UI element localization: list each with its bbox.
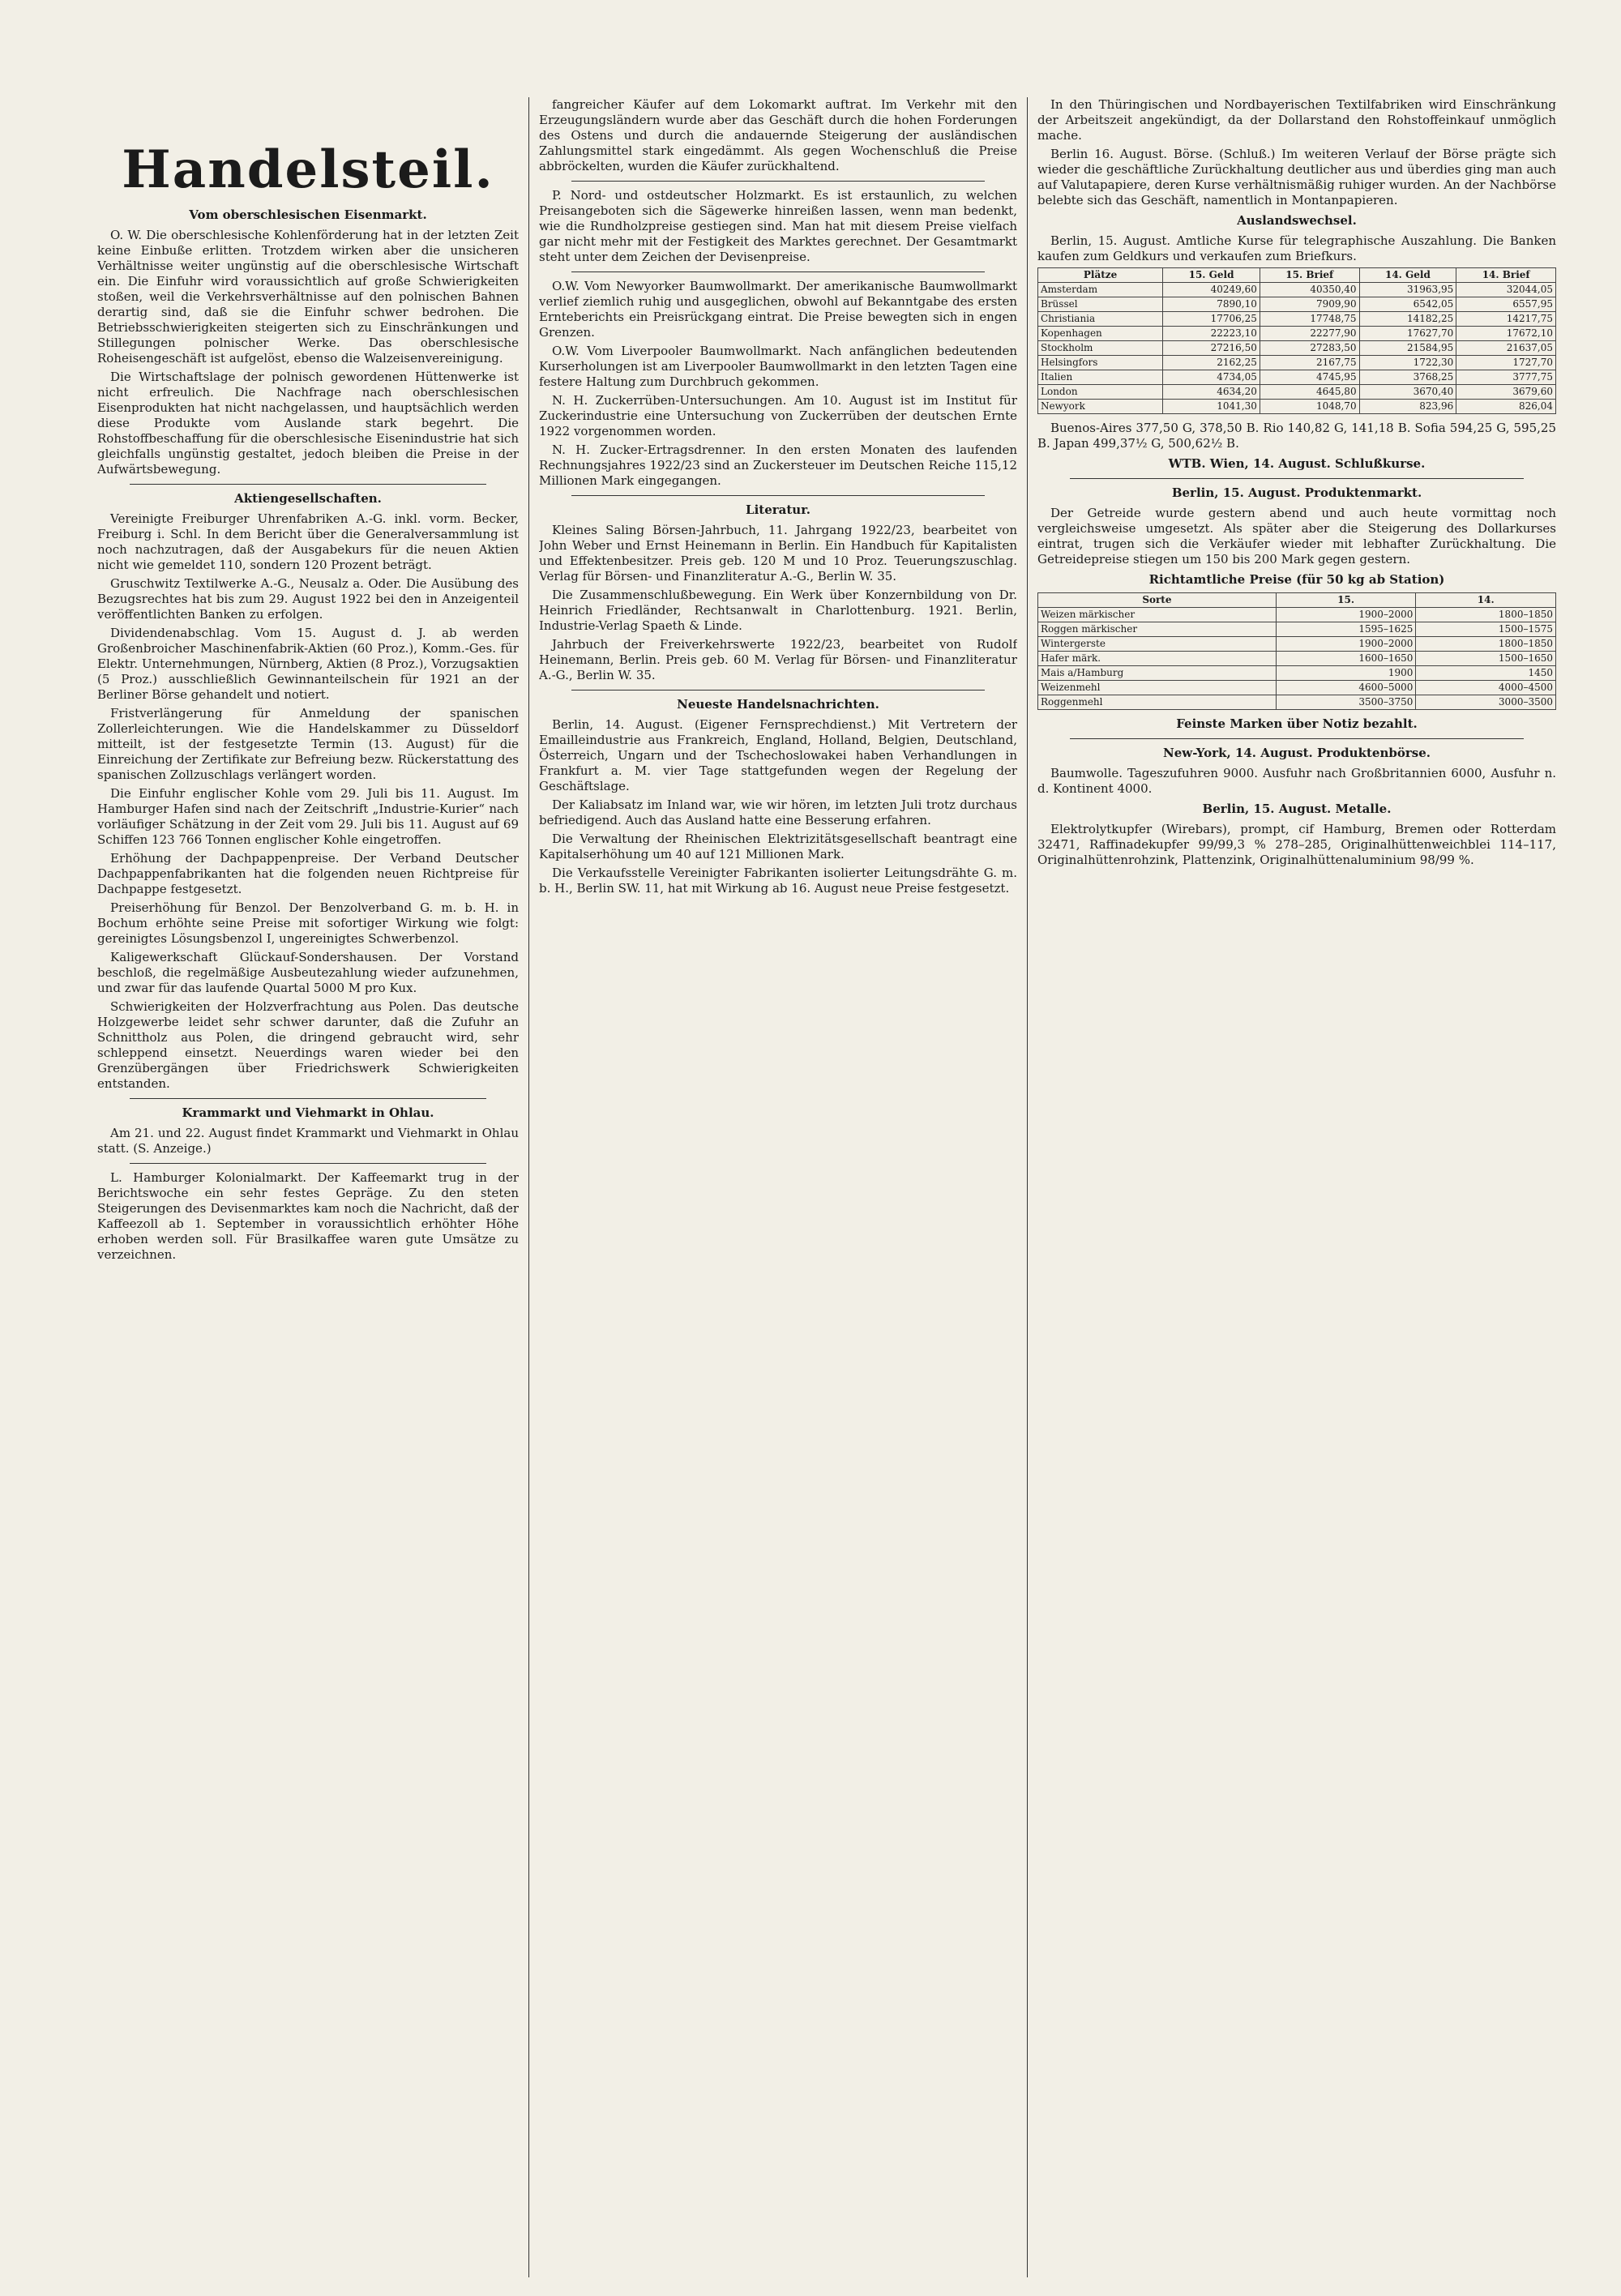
fx-cell: Amsterdam [1038, 283, 1163, 297]
grain-row [1038, 622, 1556, 637]
fx-cell: 1048,70 [1260, 400, 1359, 414]
fx-cell: 4745,95 [1260, 370, 1359, 385]
grain-cell: Roggenmehl [1038, 695, 1277, 710]
fx-cell: 1041,30 [1163, 400, 1260, 414]
separator [130, 1163, 486, 1164]
grain-price-table [1037, 592, 1556, 710]
article-heading: New-York, 14. August. Produktenbörse. [1163, 746, 1431, 760]
paragraph: Die Verwaltung der Rheinischen Elektrizitätsgesellschaft beantragt eine Kapitalserhöhung um 40 auf 121 Millionen Mark. [539, 832, 1017, 862]
paragraph: Berlin, 15. August. Amtliche Kurse für telegraphische Auszahlung. Die Banken kaufen zum Geldkurs und verkaufen zum Briefkurs. [1037, 233, 1556, 263]
grain-cell: 4000–4500 [1416, 681, 1556, 695]
paragraph: Berlin 16. August. Börse. (Schluß.) Im weiteren Verlauf der Börse prägte sich wieder die geschäftliche Zurückhaltung deutlicher aus und überdies ging man auch auf Valutapapiere, deren Kurse verhältnismäßig ruhiger wurden. An der Nachbörse belebte sich das Geschäft, namentlich in Montanpapieren. [1037, 147, 1556, 207]
paragraph: Erhöhung der Dachpappenpreise. Der Verband Deutscher Dachpappenfabrikanten hat die folgenden neuen Richtpreise für Dachpappe festgesetzt. [97, 851, 519, 896]
grain-cell: 1600–1650 [1276, 652, 1416, 666]
fx-cell: Kopenhagen [1038, 327, 1163, 341]
paragraph: O. W. Die oberschlesische Kohlenförderung hat in der letzten Zeit keine Einbuße erlitten. Trotzdem wirken aber die unsicheren Verhältnisse weiter ungünstig auf die oberschlesische Wirtschaft ein. Die Einfuhr wird voraussichtlich auf große Schwierigkeiten stoßen, weil die Verkehrsverhältnisse auf den polnischen Bahnen derartig sind, daß sie die Einfuhr schwer bedrohen. Die Betriebsschwierigkeiten steigerten sich zu Einschränkungen und Stillegungen polnischer Werke. Das oberschlesische Roheisengeschäft ist aufgelöst, ebenso die Walzeisenvereinigung. [97, 228, 519, 366]
paragraph: N. H. Zucker-Ertragsdrenner. In den ersten Monaten des laufenden Rechnungsjahres 1922/23 sind an Zuckersteuer im Deutschen Reiche 115,12 Millionen Mark eingegangen. [539, 443, 1017, 488]
article-heading: Auslandswechsel. [1237, 213, 1357, 228]
fx-cell: Italien [1038, 370, 1163, 385]
fx-cell: 22223,10 [1163, 327, 1260, 341]
fx-cell: 17627,70 [1359, 327, 1456, 341]
paragraph: L. Hamburger Kolonialmarkt. Der Kaffeemarkt trug in der Berichtswoche ein sehr festes Gepräge. Zu den steten Steigerungen des Devisenmarktes kam noch die Nachricht, daß der Kaffeezoll ab 1. September in voraussichtlich erhöhter Höhe erhoben werden soll. Für Brasilkaffee waren gute Umsätze zu verzeichnen. [97, 1170, 519, 1262]
column-rule [528, 97, 529, 2277]
paragraph: Jahrbuch der Freiverkehrswerte 1922/23, bearbeitet von Rudolf Heinemann, Berlin. Preis geb. 60 M. Verlag für Börsen- und Finanzliteratur A.-G., Berlin W. 35. [539, 637, 1017, 682]
paragraph: O.W. Vom Newyorker Baumwollmarkt. Der amerikanische Baumwollmarkt verlief ziemlich ruhig und ausgeglichen, obwohl auf Bekanntgabe des ersten Ernteberichts ein Preisrückgang eintrat. Die Preise bewegten sich in engen Grenzen. [539, 279, 1017, 340]
fx-cell: 6542,05 [1359, 297, 1456, 312]
fx-cell: 22277,90 [1260, 327, 1359, 341]
fx-header-cell: 14. Geld [1359, 268, 1456, 283]
fx-cell: 21584,95 [1359, 341, 1456, 356]
grain-cell: 1800–1850 [1416, 637, 1556, 652]
fx-header-cell: 14. Brief [1456, 268, 1556, 283]
grain-row [1038, 695, 1556, 710]
column-3 [1037, 97, 1556, 871]
fx-cell: 6557,95 [1456, 297, 1556, 312]
fx-row [1038, 312, 1556, 327]
fx-cell: 826,04 [1456, 400, 1556, 414]
paragraph: P. Nord- und ostdeutscher Holzmarkt. Es ist erstaunlich, zu welchen Preisangeboten sich die Sägewerke hinreißen lassen, wenn man bedenkt, wie die Rundholzpreise gestiegen sind. Man hat mit diesem Preise vielfach gar nicht mehr mit der Festigkeit des Marktes gerechnet. Der Gesamtmarkt steht unter dem Zeichen der Devisenpreise. [539, 188, 1017, 264]
paragraph: In den Thüringischen und Nordbayerischen Textilfabriken wird Einschränkung der Arbeitszeit angekündigt, da der Dollarstand den Rohstoffeinkauf unmöglich mache. [1037, 97, 1556, 143]
paragraph: Dividendenabschlag. Vom 15. August d. J. ab werden Großenbroicher Maschinenfabrik-Aktien (60 Proz.), Komm.-Ges. für Elektr. Unternehmungen, Nürnberg, Aktien (8 Proz.), Vorzugsaktien (5 Proz.) ausschließlich Gewinnanteilschein für 1921 an der Berliner Börse gehandelt und notiert. [97, 626, 519, 702]
fx-cell: 1727,70 [1456, 356, 1556, 370]
fx-row [1038, 370, 1556, 385]
column-1 [97, 97, 519, 1266]
paragraph: Berlin, 14. August. (Eigener Fernsprechdienst.) Mit Vertretern der Emailleindustrie aus Frankreich, England, Holland, Belgien, Deutschland, Österreich, Ungarn und der Tschechoslowakei haben Verhandlungen in Frankfurt a. M. vier Tage stattgefunden wegen der Regelung der Geschäftslage. [539, 717, 1017, 793]
grain-cell: 1500–1650 [1416, 652, 1556, 666]
fx-cell: 2167,75 [1260, 356, 1359, 370]
exchange-rate-table [1037, 267, 1556, 414]
paragraph: N. H. Zuckerrüben-Untersuchungen. Am 10. August ist im Institut für Zuckerindustrie eine Untersuchung von Zuckerrüben der deutschen Ernte 1922 vorgenommen worden. [539, 393, 1017, 438]
fx-cell: 14182,25 [1359, 312, 1456, 327]
grain-cell: 1900–2000 [1276, 608, 1416, 622]
separator [1070, 478, 1524, 479]
grain-row [1038, 652, 1556, 666]
fx-cell: 21637,05 [1456, 341, 1556, 356]
fx-row [1038, 356, 1556, 370]
fx-row [1038, 283, 1556, 297]
grain-cell: Mais a/Hamburg [1038, 666, 1277, 681]
grain-row [1038, 608, 1556, 622]
fx-cell: 27283,50 [1260, 341, 1359, 356]
article-heading: Literatur. [746, 502, 810, 517]
fx-cell: 3679,60 [1456, 385, 1556, 400]
separator [1070, 738, 1524, 739]
fx-cell: Christiania [1038, 312, 1163, 327]
paragraph: Die Wirtschaftslage der polnisch gewordenen Hüttenwerke ist nicht erfreulich. Die Nachfrage nach oberschlesischen Eisenprodukten hat nicht nachgelassen, und hauptsächlich werden diese Produkte vom Auslande stark begehrt. Die Rohstoffbeschaffung für die oberschlesische Eisenindustrie hat sich gleichfalls ungünstig gestaltet, jedoch bleiben die Preise in der Aufwärtsbewegung. [97, 370, 519, 477]
fx-cell: 3777,75 [1456, 370, 1556, 385]
grain-cell: Roggen märkischer [1038, 622, 1277, 637]
paragraph: Die Zusammenschlußbewegung. Ein Werk über Konzernbildung von Dr. Heinrich Friedländer, Rechtsanwalt in Charlottenburg. 1921. Berlin, Industrie-Verlag Spaeth & Linde. [539, 588, 1017, 633]
separator [130, 484, 486, 485]
grain-cell: 4600–5000 [1276, 681, 1416, 695]
article-heading: WTB. Wien, 14. August. Schlußkurse. [1168, 456, 1426, 471]
fx-cell: 3768,25 [1359, 370, 1456, 385]
paragraph: Kaligewerkschaft Glückauf-Sondershausen. Der Vorstand beschloß, die regelmäßige Ausbeutezahlung wieder aufzunehmen, und zwar für das laufende Quartal 5000 M pro Kux. [97, 950, 519, 995]
fx-cell: 7909,90 [1260, 297, 1359, 312]
grain-cell: 3500–3750 [1276, 695, 1416, 710]
grain-cell: Hafer märk. [1038, 652, 1277, 666]
fx-cell: 17706,25 [1163, 312, 1260, 327]
column-rule [1027, 97, 1028, 2277]
paragraph: Elektrolytkupfer (Wirebars), prompt, cif Hamburg, Bremen oder Rotterdam 32471, Raffinadekupfer 99/99,3 % 278–285, Originalhüttenweichblei 114–117, Originalhüttenrohzink, Plattenzink, Originalhüttenaluminium 98/99 %. [1037, 822, 1556, 867]
fx-cell: Stockholm [1038, 341, 1163, 356]
paragraph: Schwierigkeiten der Holzverfrachtung aus Polen. Das deutsche Holzgewerbe leidet sehr schwer darunter, daß die Zufuhr an Schnittholz aus Polen, die dringend gebraucht wird, sehr schleppend einsetzt. Neuerdings waren wieder bei den Grenzübergängen über Friedrichswerk Schwierigkeiten entstanden. [97, 999, 519, 1091]
paragraph: fangreicher Käufer auf dem Lokomarkt auftrat. Im Verkehr mit den Erzeugungsländern wurde aber das Geschäft durch die hohen Forderungen des Ostens und durch die andauernde Steigerung der ausländischen Zahlungsmittel stark eingedämmt. Als gegen Wochenschluß die Preise abbröckelten, wurden die Käufer zurückhaltend. [539, 97, 1017, 173]
fx-cell: Newyork [1038, 400, 1163, 414]
fx-row [1038, 341, 1556, 356]
article-heading: Berlin, 15. August. Produktenmarkt. [1171, 485, 1422, 500]
grain-cell: 1900–2000 [1276, 637, 1416, 652]
fx-row [1038, 385, 1556, 400]
table-title: Richtamtliche Preise (für 50 kg ab Station) [1148, 572, 1445, 587]
fx-cell: 823,96 [1359, 400, 1456, 414]
grain-cell: 1500–1575 [1416, 622, 1556, 637]
paragraph: Der Kaliabsatz im Inland war, wie wir hören, im letzten Juli trotz durchaus befriedigend. Auch das Ausland hatte eine Besserung erfahren. [539, 797, 1017, 827]
article-heading: Berlin, 15. August. Metalle. [1202, 802, 1392, 816]
fx-cell: London [1038, 385, 1163, 400]
grain-row [1038, 666, 1556, 681]
fx-cell: 17748,75 [1260, 312, 1359, 327]
article-heading: Feinste Marken über Notiz bezahlt. [1176, 716, 1418, 731]
article-heading: Krammarkt und Viehmarkt in Ohlau. [182, 1105, 434, 1120]
grain-row [1038, 681, 1556, 695]
separator [571, 495, 985, 496]
fx-header-cell: 15. Brief [1260, 268, 1359, 283]
fx-cell: 40350,40 [1260, 283, 1359, 297]
fx-cell: Helsingfors [1038, 356, 1163, 370]
fx-row [1038, 327, 1556, 341]
separator [130, 1098, 486, 1099]
grain-cell: Weizen märkischer [1038, 608, 1277, 622]
fx-cell: 3670,40 [1359, 385, 1456, 400]
grain-cell: 1450 [1416, 666, 1556, 681]
fx-cell: 31963,95 [1359, 283, 1456, 297]
fx-cell: 7890,10 [1163, 297, 1260, 312]
paragraph: Die Verkaufsstelle Vereinigter Fabrikanten isolierter Leitungsdrähte G. m. b. H., Berlin SW. 11, hat mit Wirkung ab 16. August neue Preise festgesetzt. [539, 866, 1017, 896]
fx-cell: 17672,10 [1456, 327, 1556, 341]
fx-cell: 4734,05 [1163, 370, 1260, 385]
grain-cell: 1900 [1276, 666, 1416, 681]
paragraph: Die Einfuhr englischer Kohle vom 29. Juli bis 11. August. Im Hamburger Hafen sind nach der Zeitschrift „Industrie-Kurier“ nach vorläufiger Schätzung in der Zeit vom 29. Juli bis 11. August auf 69 Schiffen 123 766 Tonnen englischer Kohle eingetroffen. [97, 786, 519, 847]
fx-header-cell: 15. Geld [1163, 268, 1260, 283]
separator [571, 181, 985, 182]
grain-cell: 3000–3500 [1416, 695, 1556, 710]
fx-cell: 2162,25 [1163, 356, 1260, 370]
fx-row [1038, 400, 1556, 414]
article-heading: Vom oberschlesischen Eisenmarkt. [189, 207, 427, 222]
grain-cell: 1595–1625 [1276, 622, 1416, 637]
column-2 [539, 97, 1017, 900]
grain-header-cell: 15. [1276, 593, 1416, 608]
grain-cell: Weizenmehl [1038, 681, 1277, 695]
fx-cell: 4634,20 [1163, 385, 1260, 400]
paragraph: Gruschwitz Textilwerke A.-G., Neusalz a. Oder. Die Ausübung des Bezugsrechtes hat bis zum 29. August 1922 bei den in Anzeigenteil veröffentlichten Banken zu erfolgen. [97, 576, 519, 622]
article-heading: Aktiengesellschaften. [234, 491, 382, 506]
paragraph: Kleines Saling Börsen-Jahrbuch, 11. Jahrgang 1922/23, bearbeitet von John Weber und Ernst Heinemann in Berlin. Ein Handbuch für Kapitalisten und Effektenbesitzer. Preis geb. 120 M und 10 Proz. Teuerungszuschlag. Verlag für Börsen- und Finanzliteratur A.-G., Berlin W. 35. [539, 523, 1017, 584]
fx-cell: Brüssel [1038, 297, 1163, 312]
fx-cell: 14217,75 [1456, 312, 1556, 327]
fx-cell: 1722,30 [1359, 356, 1456, 370]
fx-row [1038, 297, 1556, 312]
fx-cell: 4645,80 [1260, 385, 1359, 400]
fx-cell: 27216,50 [1163, 341, 1260, 356]
paragraph: Fristverlängerung für Anmeldung der spanischen Zollerleichterungen. Wie die Handelskammer zu Düsseldorf mitteilt, ist der festgesetzte Termin (13. August) für die Einreichung der Zertifikate zur Befreiung bezw. Rückerstattung des spanischen Zollzuschlags verlängert worden. [97, 706, 519, 782]
newspaper-page [97, 97, 1572, 2277]
fx-cell: 40249,60 [1163, 283, 1260, 297]
paragraph: Preiserhöhung für Benzol. Der Benzolverband G. m. b. H. in Bochum erhöhte seine Preise mit sofortiger Wirkung wie folgt: gereinigtes Lösungsbenzol I, ungereinigtes Schwerbenzol. [97, 900, 519, 946]
fx-cell: 32044,05 [1456, 283, 1556, 297]
grain-header-cell: Sorte [1038, 593, 1277, 608]
fx-header-cell: Plätze [1038, 268, 1163, 283]
grain-header-cell: 14. [1416, 593, 1556, 608]
paragraph: Vereinigte Freiburger Uhrenfabriken A.-G. inkl. vorm. Becker, Freiburg i. Schl. In dem Bericht über die Generalversammlung ist noch nachzutragen, daß der Ausgabekurs für die neuen Aktien nicht wie gemeldet 110, sondern 120 Prozent beträgt. [97, 511, 519, 572]
section-title: Handelsteil. [122, 139, 494, 200]
paragraph: Am 21. und 22. August findet Krammarkt und Viehmarkt in Ohlau statt. (S. Anzeige.) [97, 1126, 519, 1156]
article-heading: Neueste Handelsnachrichten. [677, 697, 879, 712]
paragraph: Baumwolle. Tageszufuhren 9000. Ausfuhr nach Großbritannien 6000, Ausfuhr n. d. Kontinent 4000. [1037, 766, 1556, 796]
paragraph: O.W. Vom Liverpooler Baumwollmarkt. Nach anfänglichen bedeutenden Kurserholungen ist am Liverpooler Baumwollmarkt in den letzten Tagen eine festere Haltung zum Durchbruch gekommen. [539, 344, 1017, 389]
grain-cell: 1800–1850 [1416, 608, 1556, 622]
paragraph: Buenos-Aires 377,50 G, 378,50 B. Rio 140,82 G, 141,18 B. Sofia 594,25 G, 595,25 B. Japan 499,37½ G, 500,62½ B. [1037, 421, 1556, 451]
separator [571, 690, 985, 691]
paragraph: Der Getreide wurde gestern abend und auch heute vormittag noch vergleichsweise umgesetzt. Als später aber die Steigerung des Dollarkurses eintrat, trugen sich die Verkäufer wieder mit lebhafter Zurückhaltung. Die Getreidepreise stiegen um 150 bis 200 Mark gegen gestern. [1037, 506, 1556, 567]
grain-cell: Wintergerste [1038, 637, 1277, 652]
grain-row [1038, 637, 1556, 652]
